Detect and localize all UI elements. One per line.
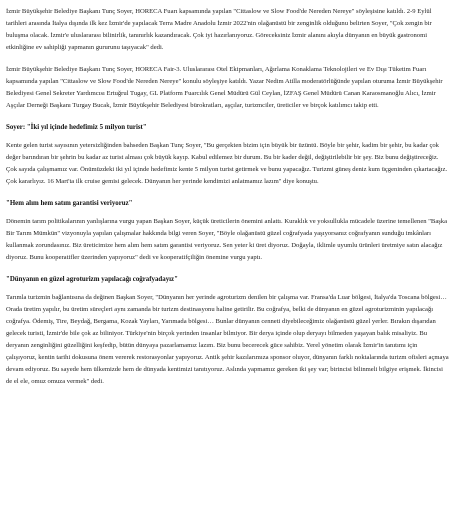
article-paragraph-guarantee: Dönemin tarım politikalarının yanlışlarına vurgu yapan Başkan Soyer, küçük üreticilerin önemini anlattı. Kuraklık ve yoksullukla mücadele üzerine temellenen "Başka Bir Tarım Mümkün" vizyonuyla yapılan çalışmalar hakkında bilgi veren Soyer, "Böyle olağanüstü güzel coğrafyada yaşıyorsanız coğrafyanın sunduğu imkânları kullanmak zorundasınız. Biz üreticimize hem alım hem satım garantisi veriyoruz. Sen yeter ki üret diyoruz. Doğayla, iklimle uyumlu ürünleri üretmiye satın alacağız diyoruz. Bunu kooperatifler üzerinden yapıyoruz" dedi ve kooperatifçiliğin önemine vurgu yaptı. <box>6 218 448 261</box>
article-paragraph-agrotourism: Tarımla turizmin bağlantısına da değinen Başkan Soyer, "Dünyanın her yerinde agroturizm denilen bir çalışma var. Fransa'da Luar bölgesi, İtalya'da Toscana bölgesi… Orada üretim yapılır, bu üretim süreçleri aynı zamanda bir turizm destinasyonu haline getirilir. Bu coğrafya, belki de dünyanın en güzel agroturizminin yapılacağı coğrafya. Ödemiş, Tire, Beydağ, Bergama, Kozak Yayları, Yarımada bölgesi… Bunlar dünyanın cenneti diyebileceğimiz olağanüstü güzel yerler. Bırakın dışarıdan gelecek turisti, İzmir'de bile çok az biliniyor. Türkiye'nin birçok yerinden insanlar bilmiyor. Bir derya içinde olup deryayı bilmeden yaşayan balık misaliyiz. Bu deryanın zenginliğini güzelliğini keşfedip, bütün dünyaya pazarlamamız lazım. Biz bunu becerecek güce sahibiz. Yerel yönetim olarak İzmir'in tanıtımı için çalışıyoruz, kentin tarihi dokusuna önem vererek restorasyonlar yapıyoruz. Antik şehir kazılarımıza sponsor oluyor, dünyanın farklı noktalarında turizm ofisleri açmaya devam ediyoruz. Bu sayede hem ülkemizde hem de dünyada kentimizi tanıtıyoruz. Aslında yapmamız gereken iki şey var; birincisi bilinmeli bilgiye erişmek. İkincisi de el ele, omuz omuza vermek" dedi. <box>6 294 449 385</box>
article-paragraph-intro: İzmir Büyükşehir Belediye Başkanı Tunç Soyer, HORECA Fuarı kapsamında yapılan "Cittaslow ve Slow Food'de Nereden Nereye" söyleşisine katıldı. 2-9 Eylül tarihleri arasında İtalya dışında ilk kez İzmir'de yapılacak Terra Madre Anadolu İzmir 2022'nin olağanüstü bir zenginlik olduğunu belirten Soyer, "Çok zengin bir buluşma olacak. İzmir'e uluslararası bilinirlik, tanınırlık kazandıracak. Çok iyi hazırlanıyoruz. Göreceksiniz İzmir alanını akıyla dünyanın en büyük gastronomi etkinliğine ev sahipliği yapmanın gururunu taşıyacak" dedi. <box>6 8 432 51</box>
section-heading-tourists: Soyer: "İki yıl içinde hedefimiz 5 milyon turist" <box>6 124 147 131</box>
section-heading-guarantee: "Hem alım hem satım garantisi veriyoruz" <box>6 200 133 207</box>
section-heading-agrotourism: "Dünyanın en güzel agroturizm yapılacağı coğrafyadayız" <box>6 276 178 283</box>
article-paragraph-tourists: Kente gelen turist sayısının yetersizliğinden bahseden Başkan Tunç Soyer, "Bu gerçekten bizim için büyük bir üzüntü. Böyle bir şehir, kadim bir şehir, bu kadar çok değer barındıran bir şehrin bu kadar az turist alması çok büyük kayıp. Kabul edilemez bir durum. Bu bir kader değil, değiştirilebilir bir şey. Biz bunu değiştireceğiz. Çok sayıda çalışmamız var. Önümüzdeki iki yıl içinde hedefimiz kente 5 milyon turist getirmek ve bunu yapacağız. Turizmi güneş deniz kum üçgeninden çıkartacağız. Çok kararlıyız. 16 Mart'ta ilk cruise gemisi gelecek. Dünyanın her yerinde kendimizi anlatmamız lazım" diye konuştu. <box>6 142 448 185</box>
article-paragraph-panel: İzmir Büyükşehir Belediye Başkanı Tunç Soyer, HORECA Fair-3. Uluslararası Otel Ekipmanları, Ağırlama Konaklama Teknolojileri ve Ev Dışı Tüketim Fuarı kapsamında yapılan "Cittaslow ve Slow Food'de Nereden Nereye" konulu söyleşiye katıldı. Yazar Nedim Atilla moderatörlüğünde yapılan oturuma İzmir Büyükşehir Belediyesi Genel Sekreter Yardımcısı Ertuğrul Tugay, GL Platform Fuarcılık Genel Müdürü Gül Ceylan, İZFAŞ Genel Müdürü Canan Karaosmanoğlu Alıcı, İzmir Aşçılar Derneği Başkanı Turgay Bucak, İzmir Büyükşehir Belediyesi bürokratları, aşçılar, turizmciler, üreticiler ve birçok katılımcı takip etti. <box>6 66 443 109</box>
